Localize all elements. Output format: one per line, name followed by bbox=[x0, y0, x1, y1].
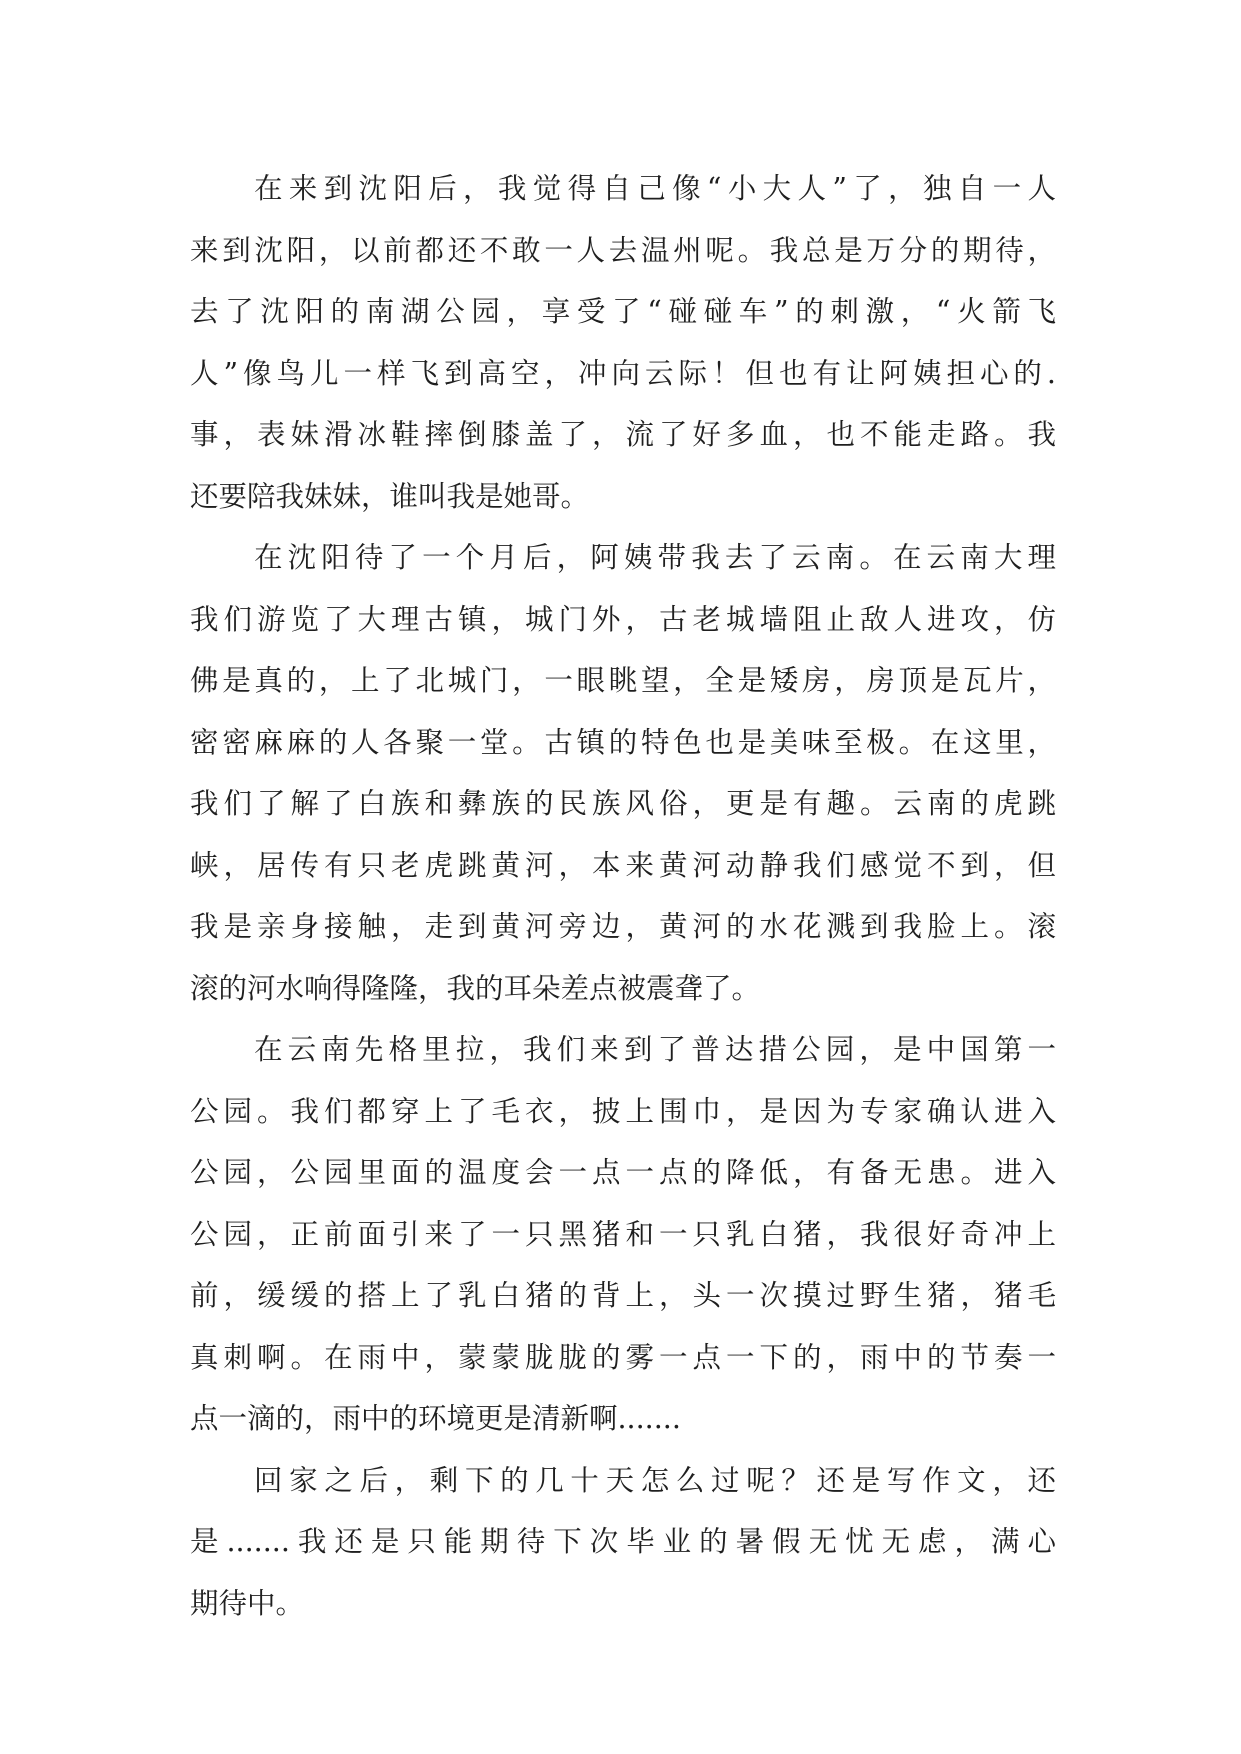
paragraph-line: 在来到沈阳后，我觉得自己像“小大人”了，独自一人 bbox=[254, 172, 1056, 205]
paragraph-line: 佛是真的，上了北城门，一眼眺望，全是矮房，房顶是瓦片， bbox=[190, 664, 1056, 697]
paragraph-line: 事，表妹滑冰鞋摔倒膝盖了，流了好多血，也不能走路。我 bbox=[190, 418, 1056, 451]
essay-body bbox=[190, 158, 1056, 1634]
paragraph-line: 点一滴的，雨中的环境更是清新啊....... bbox=[190, 1402, 681, 1435]
paragraph-line: 公园，正前面引来了一只黑猪和一只乳白猪，我很好奇冲上 bbox=[190, 1217, 1056, 1251]
paragraph-line: 公园，公园里面的温度会一点一点的降低，有备无患。进入 bbox=[190, 1156, 1056, 1189]
paragraph-2 bbox=[190, 527, 1056, 1019]
paragraph-line: 公园。我们都穿上了毛衣，披上围巾，是因为专家确认进入 bbox=[190, 1094, 1056, 1128]
paragraph-1 bbox=[190, 158, 1056, 527]
paragraph-line: 滚的河水响得隆隆，我的耳朵差点被震聋了。 bbox=[190, 971, 761, 1005]
paragraph-line: 还要陪我妹妹，谁叫我是她哥。 bbox=[190, 479, 590, 513]
paragraph-line: 去了沈阳的南湖公园，享受了“碰碰车”的刺激，“火箭飞 bbox=[190, 295, 1056, 328]
paragraph-line: 前，缓缓的搭上了乳白猪的背上，头一次摸过野生猪，猪毛 bbox=[190, 1279, 1056, 1312]
paragraph-line: 来到沈阳，以前都还不敢一人去温州呢。我总是万分的期待， bbox=[190, 233, 1056, 267]
paragraph-line: 我是亲身接触，走到黄河旁边，黄河的水花溅到我脸上。滚 bbox=[190, 910, 1056, 943]
paragraph-line: 回家之后，剩下的几十天怎么过呢？还是写作文，还 bbox=[254, 1463, 1056, 1497]
paragraph-line: 在沈阳待了一个月后，阿姨带我去了云南。在云南大理 bbox=[254, 541, 1056, 574]
paragraph-line: 期待中。 bbox=[190, 1586, 305, 1620]
paragraph-3 bbox=[190, 1019, 1056, 1634]
paragraph-line: 是.......我还是只能期待下次毕业的暑假无忧无虑，满心 bbox=[190, 1525, 1056, 1558]
paragraph-line: 我们游览了大理古镇，城门外，古老城墙阻止敌人进攻，仿 bbox=[190, 602, 1056, 636]
paragraph-line: 在云南先格里拉，我们来到了普达措公园，是中国第一 bbox=[254, 1033, 1056, 1066]
paragraph-line: 人”像鸟儿一样飞到高空，冲向云际！但也有让阿姨担心的. bbox=[190, 356, 1056, 390]
paragraph-line: 真刺啊。在雨中，蒙蒙胧胧的雾一点一下的，雨中的节奏一 bbox=[190, 1340, 1056, 1374]
paragraph-line: 密密麻麻的人各聚一堂。古镇的特色也是美味至极。在这里， bbox=[190, 725, 1056, 759]
paragraph-line: 我们了解了白族和彝族的民族风俗，更是有趣。云南的虎跳 bbox=[190, 787, 1056, 820]
paragraph-line: 峡，居传有只老虎跳黄河，本来黄河动静我们感觉不到，但 bbox=[190, 848, 1056, 882]
